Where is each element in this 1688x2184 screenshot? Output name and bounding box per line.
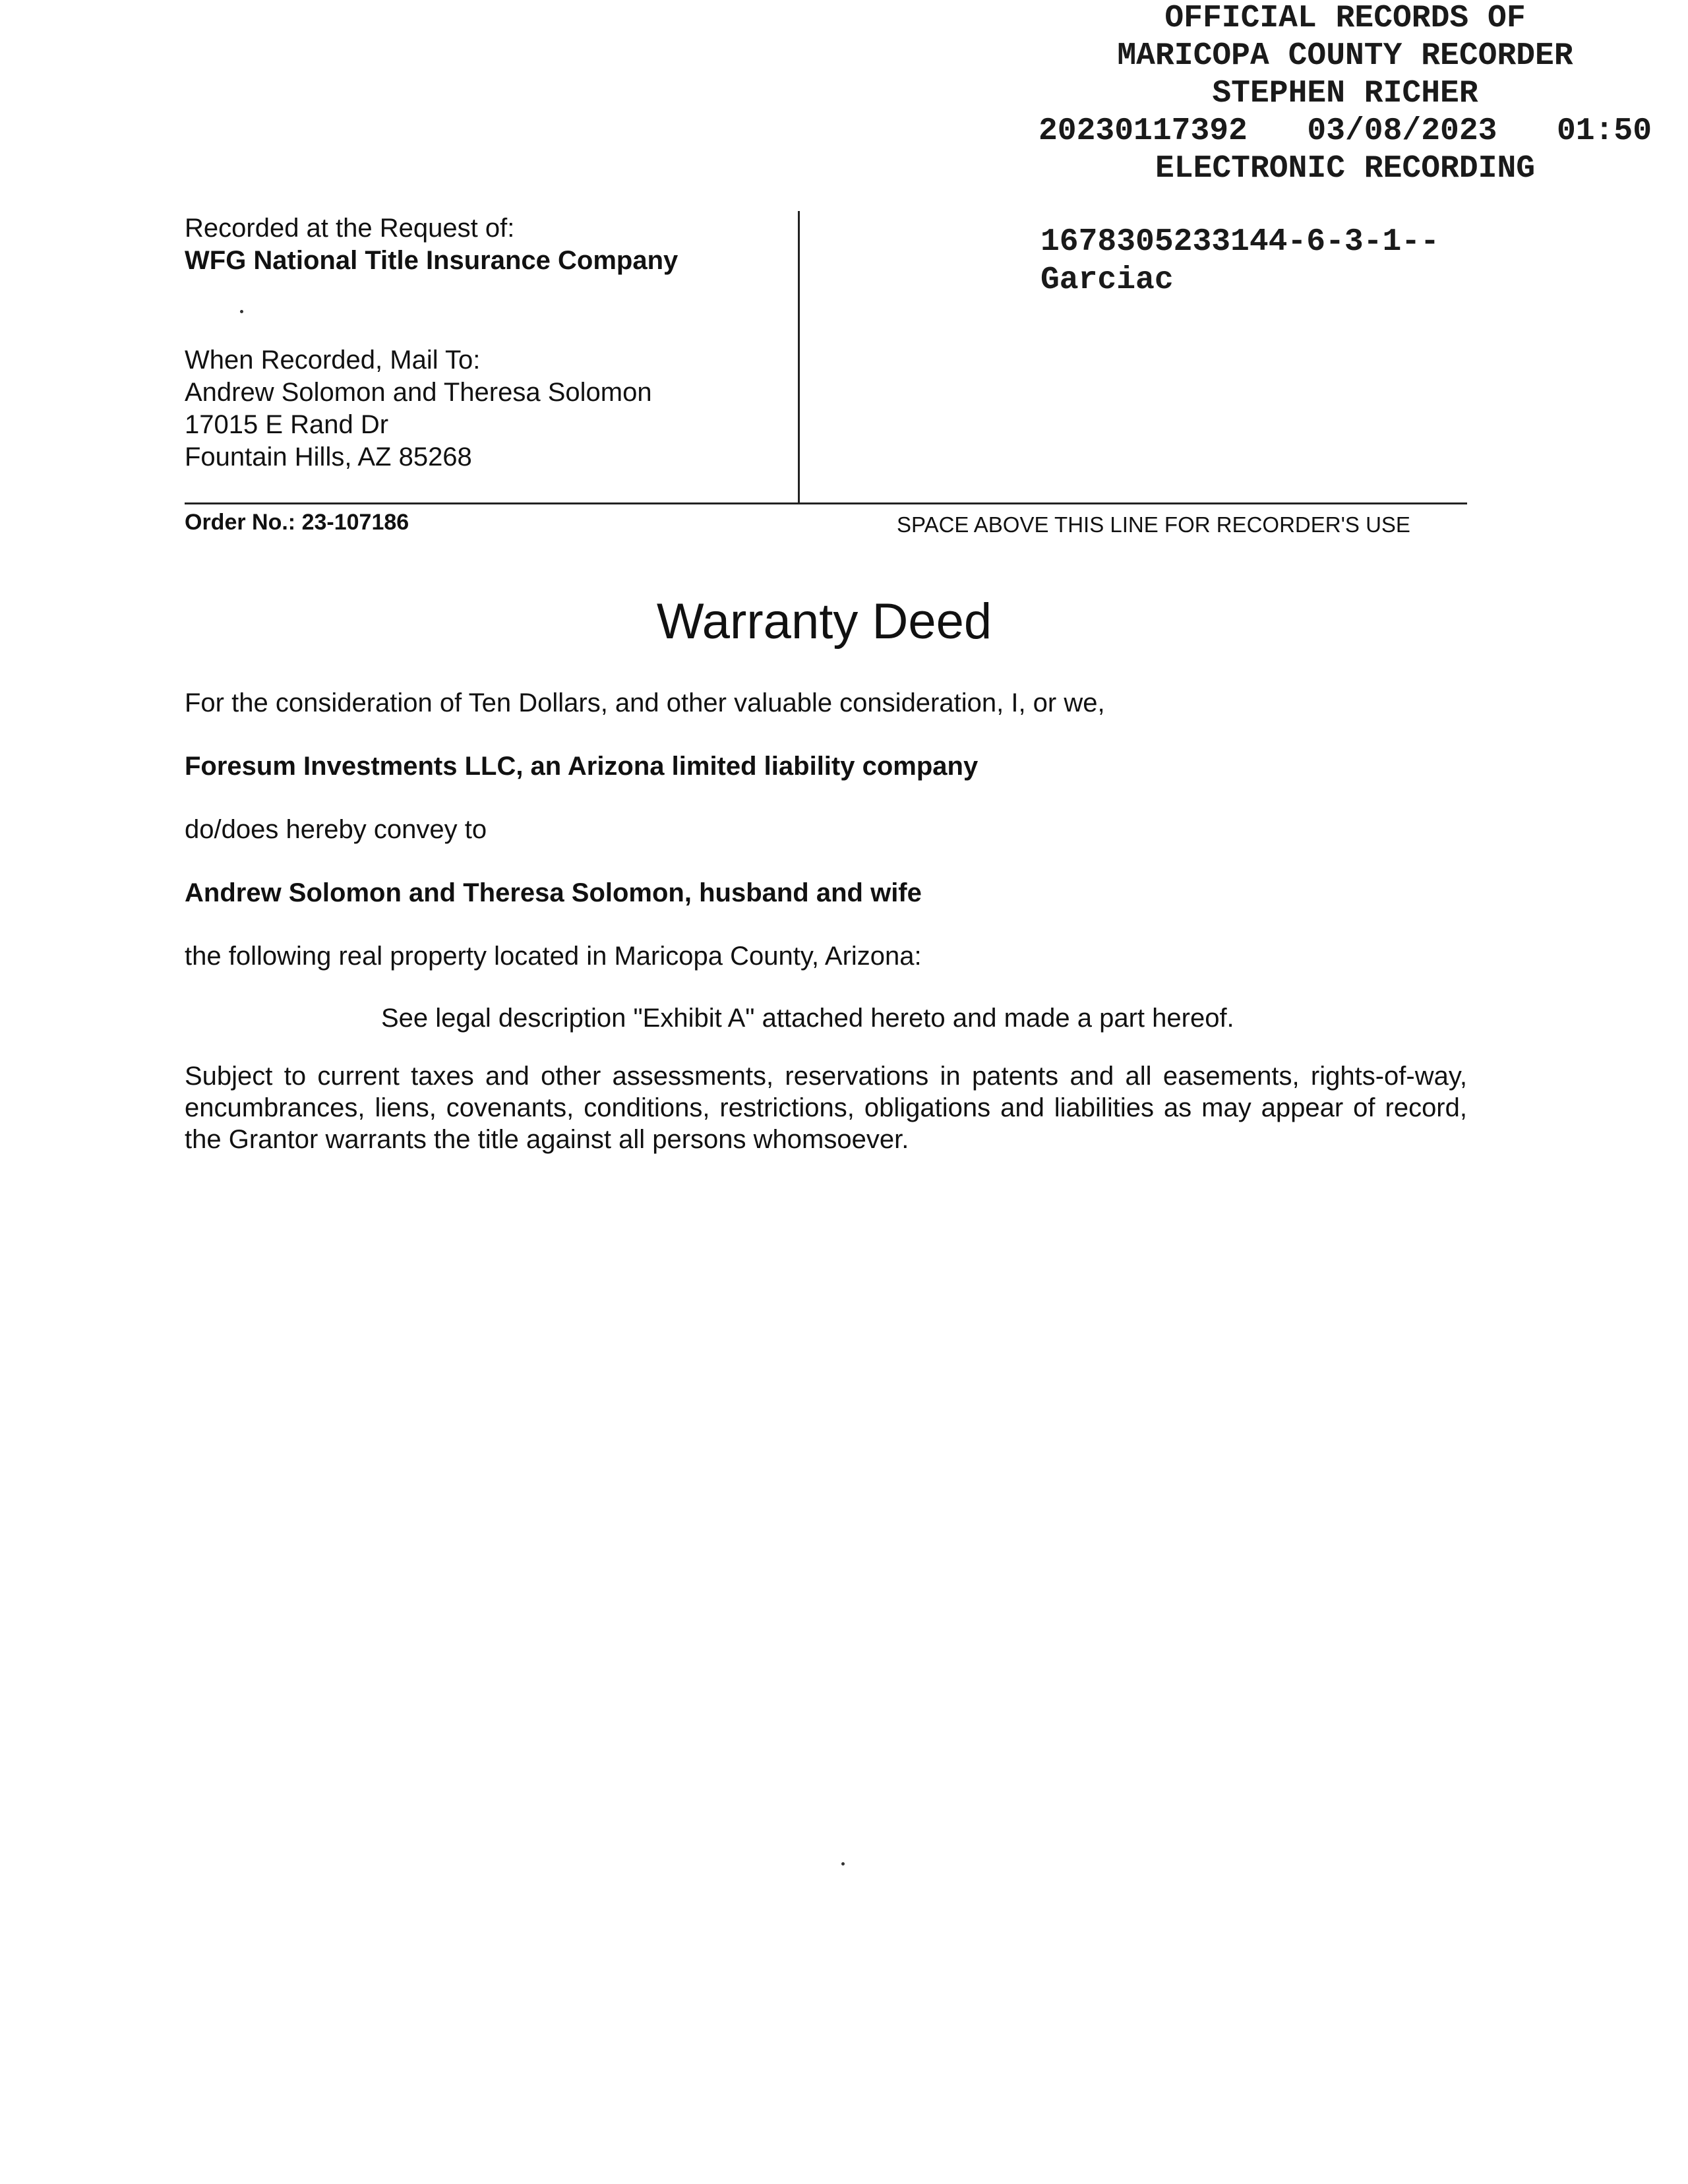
consideration-paragraph: For the consideration of Ten Dollars, and other valuable consideration, I, or we,	[185, 688, 1105, 717]
stamp-fee-number: 20230117392	[1039, 113, 1248, 149]
order-number: 23-107186	[301, 510, 409, 535]
stamp-line-official-records: OFFICIAL RECORDS OF	[1164, 1, 1526, 36]
mail-city: Fountain Hills, AZ 85268	[185, 442, 472, 471]
convey-statement: do/does hereby convey to	[185, 815, 487, 844]
stamp-clerk: Garciac	[1040, 262, 1174, 298]
deed-title: Warranty Deed	[656, 593, 992, 650]
legal-description-reference: See legal description "Exhibit A" attached hereto and made a part hereof.	[381, 1004, 1234, 1033]
order-label: Order No.:	[185, 510, 296, 535]
recorded-at-request-block	[185, 212, 678, 277]
recorder-use-divider	[185, 502, 1467, 504]
stamp-date: 03/08/2023	[1307, 113, 1497, 149]
mail-street: 17015 E Rand Dr	[185, 410, 389, 439]
request-company: WFG National Title Insurance Company	[185, 246, 678, 275]
scan-speck	[841, 1862, 845, 1866]
scan-speck	[240, 310, 243, 313]
order-number-line	[185, 508, 409, 537]
recorder-stamp	[1015, 0, 1675, 188]
stamp-reference-number: 1678305233144-6-3-1--	[1040, 224, 1439, 260]
mail-to-block	[185, 344, 652, 473]
stamp-recording-info	[1039, 113, 1652, 150]
stamp-line-county-recorder: MARICOPA COUNTY RECORDER	[1117, 38, 1573, 74]
mail-name: Andrew Solomon and Theresa Solomon	[185, 378, 652, 407]
stamp-line-electronic-recording: ELECTRONIC RECORDING	[1155, 151, 1536, 187]
recorder-use-caption: SPACE ABOVE THIS LINE FOR RECORDER'S USE	[897, 512, 1410, 537]
stamp-time: 01:50	[1556, 113, 1652, 149]
grantor-name: Foresum Investments LLC, an Arizona limited liability company	[185, 752, 979, 781]
grantee-name: Andrew Solomon and Theresa Solomon, husband and wife	[185, 878, 922, 907]
property-location-statement: the following real property located in Maricopa County, Arizona:	[185, 942, 922, 971]
request-label: Recorded at the Request of:	[185, 214, 515, 243]
stamp-line-recorder-name: STEPHEN RICHER	[1212, 76, 1478, 111]
mail-label: When Recorded, Mail To:	[185, 346, 481, 375]
subject-to-paragraph: Subject to current taxes and other assessments, reservations in patents and all easements, rights-of-way, encumbrances, liens, covenants, conditions, restrictions, obligations and liabilities as may appear of record, the Grantor warrants the title against all persons whomsoever.	[185, 1062, 1467, 1154]
